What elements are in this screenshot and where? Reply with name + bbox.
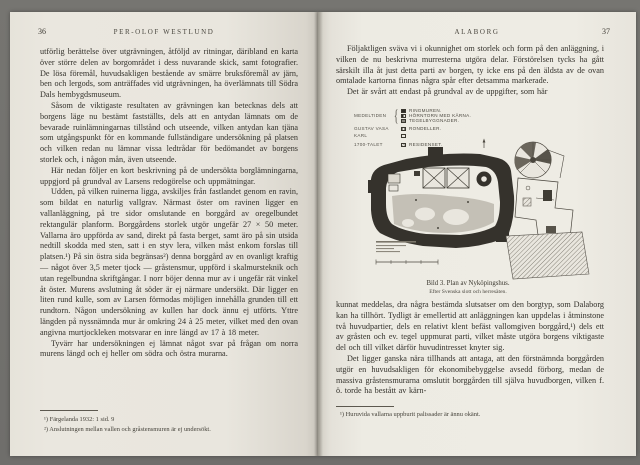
paragraph: Här nedan följer en kort beskrivning på de undersökta borglämningarna, uppgjord på grundval av Larsens redogörelse och uppmätningar. xyxy=(40,165,298,186)
paragraph: Det ligger ganska nära tillhands att antaga, att den förstnämnda borggården utgör en huvudsakligen för ekonomibebyggelse avsedd förborg, medan de massiva gråstensmurarna omslutit borggården till själva huvudborgen, vilken f. ö. torde ha bestått av kärn- xyxy=(336,353,604,396)
legend-era-label: MEDELTIDEN xyxy=(354,113,387,118)
legend-brace: { xyxy=(393,106,399,125)
legend-swatch-rondeller xyxy=(401,127,406,131)
page-number-right: 37 xyxy=(602,27,610,36)
footnote: ¹) Färgelanda 1932: 1 sid. 9 xyxy=(44,416,115,423)
page-number-left: 36 xyxy=(38,27,46,36)
paragraph: Tyvärr har undersökningen ej lämnat något svar på frågan om norra murens längd och ej heller om södra och östra murarna. xyxy=(40,338,298,359)
paragraph: utförlig berättelse över utgrävningen, åtföljd av ritningar, däribland en karta över större delen av borgområdet i dess nuvarande skick, samt fotografier. De lösa föremål, huvudsakligen bestående av smärre bruksföremål av järn, ben och lergods, som anträffades vid utgrävningen, ha överlämnats till Södra Dals hembygdsmuseum. xyxy=(40,47,298,100)
body-text-left xyxy=(40,47,298,360)
legend-swatch-residenset xyxy=(401,143,406,147)
legend-item: HÖRNTORN MED KÄRNA. xyxy=(409,112,472,118)
page-left xyxy=(10,12,318,456)
running-head-left: PER-OLOF WESTLUND xyxy=(113,28,215,36)
gutter-shadow xyxy=(314,12,323,456)
running-head-right: ALABORG xyxy=(454,28,500,36)
paragraph: Udden, på vilken ruinerna ligga, avskiljes från fastlandet genom en ravin, som bildat en naturlig vallgrav. Närmast öster om ravinen ligger en vallanläggning, på tre sidor omslutande en borggård av oregelbundet rektangulär planform. Borggårdens storlek utgör ungefär 27 × 50 meter. Vallarna äro uppförda av sand, direkt på fasta berget, samt äro på sin utsida nedtill skodda med sten, satt i en styv lera, vilken måst enkom forslas till platsen.¹) På sin östra sida begränsas²) denna borggård av en ovanligt kraftig — något över 3,5 meter tjock — gråstensmur, uppförd i skalmursteknik och utan regelbundna skriftgångar. I norr böjer denna mur av i ungefär rät vinkel åt öster. Murens avslutning åt söder är ej närmare undersökt. Där ligger en liten rund kulle, som av Larsen förmodas möjligen innehålla grunden till ett rundtorn. Någon undersökning av kullen har dock ännu ej utförts. Yttre längden på nyssnämnda mur är omkring 24 à 25 meter, vilket med den ovan angivna murtjockleken motsvarar en inre längd av 17 à 18 meter. xyxy=(40,187,298,337)
body-text-right-bottom xyxy=(336,300,604,397)
legend-item: TEGELBYGGNADER. xyxy=(409,117,460,123)
paragraph: Såsom de viktigaste resultaten av grävningen kan betecknas dels att borgens läge nu bestämt fastställts, dels att en antydan lämnats om de bevarade ruinlämningarnas tillstånd och utseende, vilken antydan kan tjäna som utgångspunkt för en kommande fullständigare undersökning på platsen och vilken redan nu lämnar vissa ledtrådar för bedömandet av borgens storlek och, i någon mån, även utseende. xyxy=(40,100,298,164)
legend-item: RONDELLER. xyxy=(409,125,442,131)
legend-swatch-ringmuren xyxy=(401,109,406,113)
footnote: ²) Anslutningen mellan vallen och gråstensmuren är ej undersökt. xyxy=(44,426,211,433)
legend-swatch-horntorn xyxy=(401,114,406,118)
legend-era-label: GUSTAV VASA xyxy=(354,125,389,131)
footnote: ¹) Huruvida vallarna uppburit palissader är ännu okänt. xyxy=(340,411,481,418)
figure-caption: Bild 3. Plan av Nyköpingshus. xyxy=(426,280,510,287)
legend-item: RINGMUREN. xyxy=(409,107,442,113)
footnote-separator xyxy=(336,406,394,407)
legend-swatch-tegel xyxy=(401,119,406,123)
paragraph: kunnat meddelas, dra några bestämda slutsatser om den borgtyp, som Dalaborg kan ha tillhört. Tydligt är emellertid att anläggningen kan uppdelas i åtminstone två huvudpartier, dels en relativt klent befäst vallomgiven borggård,¹) dels ett av gråsten och ev. tegel uppmurat parti, vilket måste utgöra borgens viktigaste del och till vilket därför huvudintresset knyter sig. xyxy=(336,300,604,353)
footnote-separator xyxy=(40,410,98,411)
castle-plan-drawing xyxy=(368,138,620,280)
body-text-right-top xyxy=(336,44,604,98)
paragraph: Följaktligen sväva vi i okunnighet om storlek och form på den anläggning, i vilken de nu beskrivna murresterna utgöra delar. Förstörelsen tycks ha gått särskilt illa åt just detta parti av borgen, ty icke ens på den äldsta av de ovan omtalade kartorna finnas några spår efter detsamma markerade. xyxy=(336,44,604,86)
legend-swatch-karl xyxy=(401,134,406,138)
page-right xyxy=(318,12,636,456)
legend-era-label: KARL xyxy=(354,132,368,138)
legend-era-label: 1700-TALET xyxy=(354,141,383,147)
figure-caption-source: Efter Svenska slott och herresäten. xyxy=(429,289,507,295)
legend-item: RESIDENSET. xyxy=(409,141,443,147)
paragraph: Det är svårt att endast på grundval av de uppgifter, som här xyxy=(347,87,548,97)
